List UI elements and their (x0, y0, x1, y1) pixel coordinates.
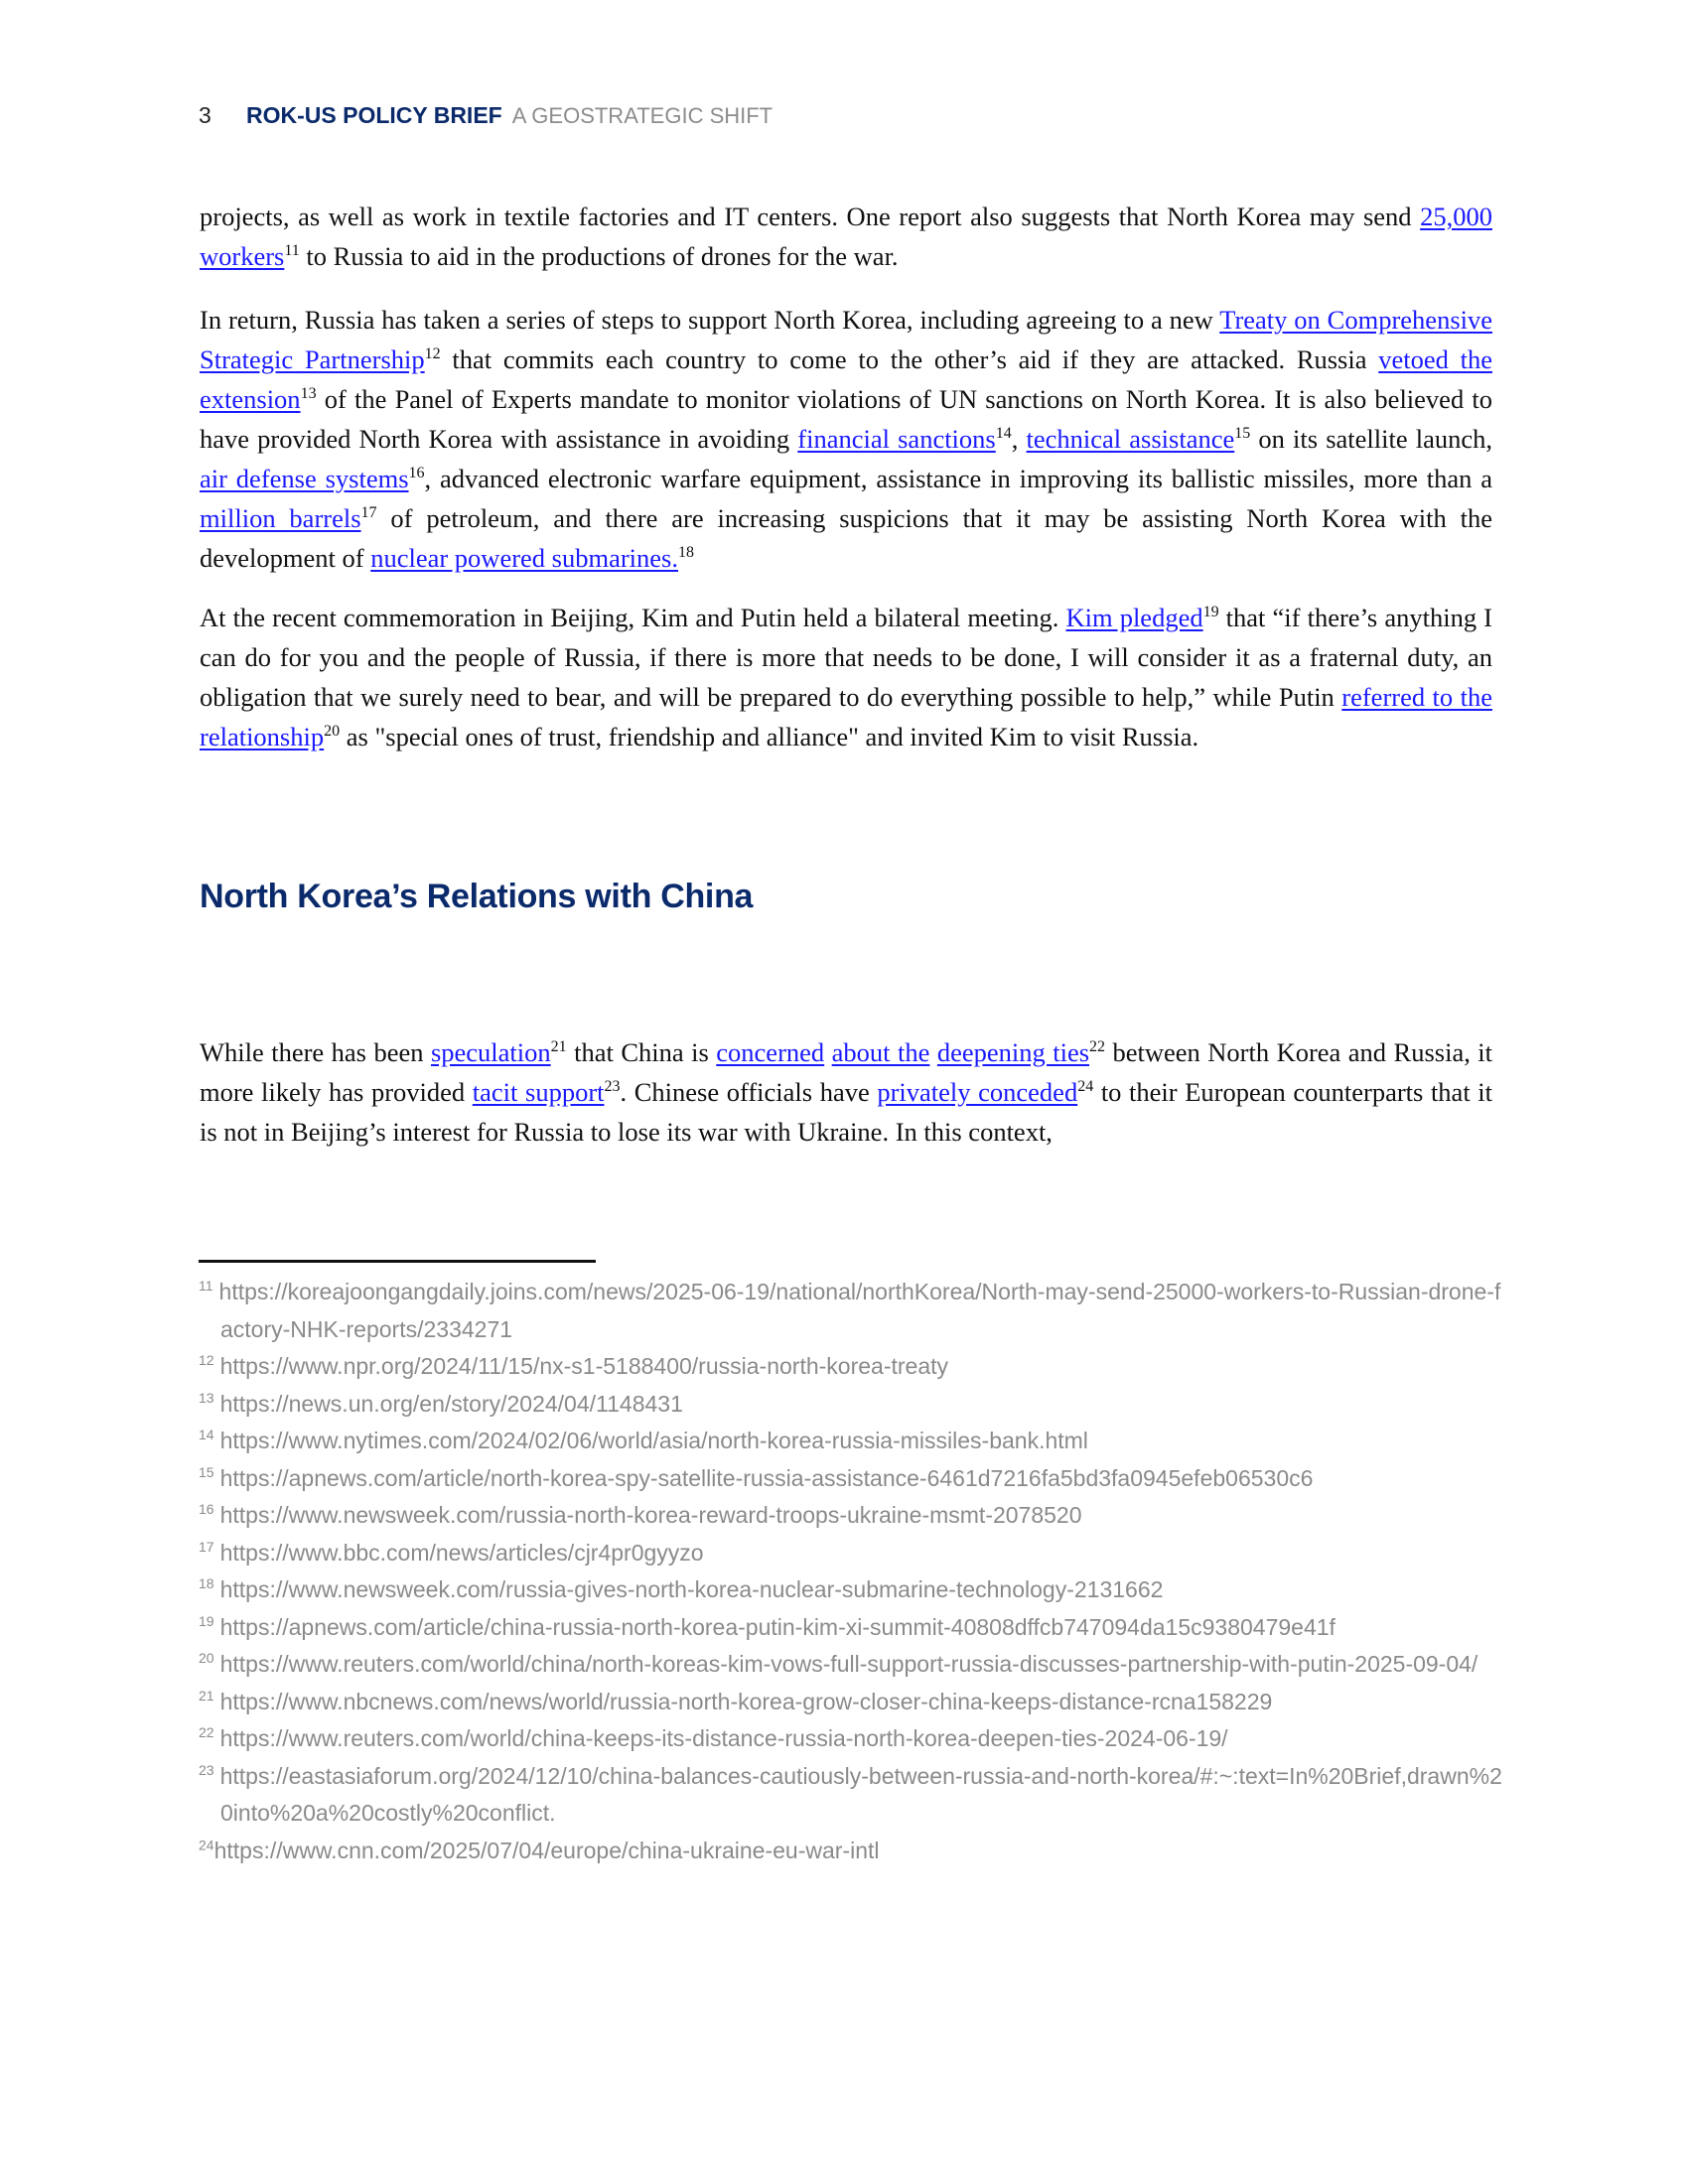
footnote-ref: 18 (678, 544, 694, 562)
text: While there has been (200, 1037, 431, 1067)
footnote-13 (199, 1386, 1509, 1424)
footnote-number: 19 (199, 1612, 214, 1629)
text: on its satellite launch, (1250, 424, 1492, 454)
footnote-number: 24 (199, 1836, 214, 1852)
footnote-url[interactable]: https://www.bbc.com/news/articles/cjr4pr0gyyzo (219, 1539, 704, 1566)
footnotes-list (199, 1274, 1509, 1869)
footnote-ref: 12 (424, 345, 441, 363)
footnote-ref: 23 (604, 1078, 621, 1096)
footnote-url[interactable]: https://www.cnn.com/2025/07/04/europe/china-ukraine-eu-war-intl (213, 1837, 880, 1863)
footnote-number: 15 (199, 1463, 214, 1480)
footnote-ref: 11 (284, 242, 300, 260)
page-number: 3 (199, 102, 211, 128)
text: that “if there’s anything I can do for you and the people of Russia, if there is more that needs to be done, I will consider it as a fraternal duty, an obligation that we surely need to bear, and will be prepared to do everything possible to help,” while Putin (200, 603, 1493, 712)
footnote-number: 18 (199, 1575, 214, 1592)
footnote-18 (199, 1571, 1509, 1609)
text: , advanced electronic warfare equipment, assistance in improving its ballistic missiles, more than a (424, 464, 1492, 493)
paragraph-russia-support (200, 300, 1492, 578)
link-tacit-support[interactable]: tacit support (472, 1077, 605, 1107)
text: as "special ones of trust, friendship and alliance" and invited Kim to visit Russia. (340, 722, 1199, 751)
footnote-19 (199, 1609, 1509, 1647)
link-million-barrels[interactable]: million barrels (200, 503, 361, 533)
footnote-url[interactable]: https://eastasiaforum.org/2024/12/10/china-balances-cautiously-between-russia-and-north-korea/#:~:text=In%20Brief,drawn%20into%20a%20costly%20conflict. (219, 1762, 1502, 1826)
footnote-url[interactable]: https://news.un.org/en/story/2024/04/1148431 (219, 1390, 683, 1417)
footnote-number: 11 (199, 1278, 213, 1295)
footnote-number: 16 (199, 1501, 214, 1518)
text: that commits each country to come to the other’s aid if they are attacked. Russia (440, 344, 1379, 374)
text: . Chinese officials have (620, 1077, 878, 1107)
footnote-ref: 22 (1089, 1038, 1106, 1056)
footnote-number: 14 (199, 1427, 214, 1443)
text: to their European counterparts that it is not in Beijing’s interest for Russia to lose its war with Ukraine. In this context, (200, 1077, 1493, 1147)
link-treaty[interactable]: Treaty on Comprehensive Strategic Partnership (200, 305, 1493, 374)
link-privately-conceded[interactable]: privately conceded (877, 1077, 1078, 1107)
footnote-14 (199, 1423, 1509, 1460)
text: between North Korea and Russia, it more likely has provided (200, 1037, 1493, 1107)
footnote-separator (199, 1260, 596, 1263)
footnote-12 (199, 1348, 1509, 1386)
footnote-url[interactable]: https://www.reuters.com/world/china-keeps-its-distance-russia-north-korea-deepen-ties-2024-06-19/ (219, 1725, 1228, 1751)
footnote-ref: 24 (1077, 1078, 1094, 1096)
footnote-20 (199, 1646, 1509, 1684)
footnote-number: 21 (199, 1687, 214, 1704)
link-kim-pledged[interactable]: Kim pledged (1065, 603, 1203, 632)
footnote-number: 12 (199, 1352, 214, 1369)
footnote-11 (199, 1274, 1509, 1348)
text: of the Panel of Experts mandate to monitor violations of UN sanctions on North Korea. It is also believed to have provided North Korea with assistance in avoiding (200, 384, 1492, 454)
link-financial-sanctions[interactable]: financial sanctions (797, 424, 996, 454)
footnote-number: 20 (199, 1650, 214, 1667)
text: , (1011, 424, 1027, 454)
text: that China is (566, 1037, 717, 1067)
footnote-ref: 20 (324, 723, 341, 741)
paragraph-china-relations (200, 1032, 1492, 1152)
footnote-ref: 13 (300, 385, 317, 403)
brief-title: ROK-US POLICY BRIEF (246, 102, 502, 128)
footnote-21 (199, 1684, 1509, 1721)
footnote-16 (199, 1497, 1509, 1535)
text: In return, Russia has taken a series of steps to support North Korea, including agreeing to a new (200, 305, 1220, 335)
footnote-15 (199, 1460, 1509, 1498)
footnote-url[interactable]: https://www.reuters.com/world/china/north-koreas-kim-vows-full-support-russia-discusses-partnership-with-putin-2025-09-04/ (219, 1651, 1478, 1677)
text: of petroleum, and there are increasing suspicions that it may be assisting North Korea with the development of (200, 503, 1492, 573)
footnote-url[interactable]: https://www.nbcnews.com/news/world/russia-north-korea-grow-closer-china-keeps-distance-rcna158229 (219, 1688, 1273, 1714)
text (929, 1037, 936, 1067)
link-technical-assistance[interactable]: technical assistance (1026, 424, 1235, 454)
link-speculation[interactable]: speculation (430, 1037, 551, 1067)
footnote-ref: 21 (550, 1038, 567, 1056)
section-heading: North Korea’s Relations with China (200, 878, 754, 915)
paragraph-workers (200, 197, 1492, 276)
text (824, 1037, 831, 1067)
footnote-17 (199, 1535, 1509, 1572)
footnote-url[interactable]: https://www.npr.org/2024/11/15/nx-s1-5188400/russia-north-korea-treaty (219, 1353, 948, 1379)
footnote-url[interactable]: https://koreajoongangdaily.joins.com/news/2025-06-19/national/northKorea/North-may-send-25000-workers-to-Russian-drone-factory-NHK-reports/2334271 (218, 1279, 1501, 1342)
footnote-number: 17 (199, 1538, 214, 1555)
footnote-ref: 15 (1234, 425, 1251, 443)
text: projects, as well as work in textile factories and IT centers. One report also suggests that North Korea may send (200, 202, 1421, 231)
footnote-url[interactable]: https://www.newsweek.com/russia-north-korea-reward-troops-ukraine-msmt-2078520 (219, 1502, 1082, 1528)
footnote-24 (199, 1833, 1509, 1870)
link-25000-workers[interactable]: 25,000 workers (200, 202, 1492, 271)
footnote-number: 13 (199, 1389, 214, 1406)
footnote-ref: 16 (408, 465, 425, 482)
paragraph-beijing-meeting (200, 598, 1492, 756)
footnote-number: 23 (199, 1761, 214, 1778)
footnote-url[interactable]: https://www.nytimes.com/2024/02/06/world/asia/north-korea-russia-missiles-bank.html (219, 1428, 1088, 1453)
footnote-url[interactable]: https://apnews.com/article/north-korea-spy-satellite-russia-assistance-6461d7216fa5bd3fa0945efeb06530c6 (219, 1464, 1314, 1491)
text: At the recent commemoration in Beijing, Kim and Putin held a bilateral meeting. (200, 603, 1066, 632)
footnote-23 (199, 1758, 1509, 1833)
brief-subtitle: A GEOSTRATEGIC SHIFT (511, 103, 774, 128)
footnote-number: 22 (199, 1724, 214, 1741)
footnote-ref: 19 (1202, 604, 1219, 621)
link-referred-relationship[interactable]: referred to the relationship (200, 682, 1492, 751)
footnote-22 (199, 1720, 1509, 1758)
link-nuclear-submarines[interactable]: nuclear powered submarines. (370, 543, 678, 573)
footnote-url[interactable]: https://apnews.com/article/china-russia-north-korea-putin-kim-xi-summit-40808dffcb747094da15c9380479e41f (219, 1613, 1336, 1640)
running-header (199, 102, 773, 129)
link-deepening-ties[interactable]: deepening ties (936, 1037, 1090, 1067)
footnote-url[interactable]: https://www.newsweek.com/russia-gives-north-korea-nuclear-submarine-technology-2131662 (219, 1576, 1164, 1602)
footnote-ref: 17 (360, 504, 377, 522)
link-vetoed-extension[interactable]: vetoed the extension (200, 344, 1493, 414)
text: to Russia to aid in the productions of drones for the war. (299, 241, 899, 271)
link-air-defense-systems[interactable]: air defense systems (200, 464, 409, 493)
link-about-the[interactable]: about the (831, 1037, 930, 1067)
link-concerned[interactable]: concerned (716, 1037, 825, 1067)
footnote-ref: 14 (995, 425, 1012, 443)
